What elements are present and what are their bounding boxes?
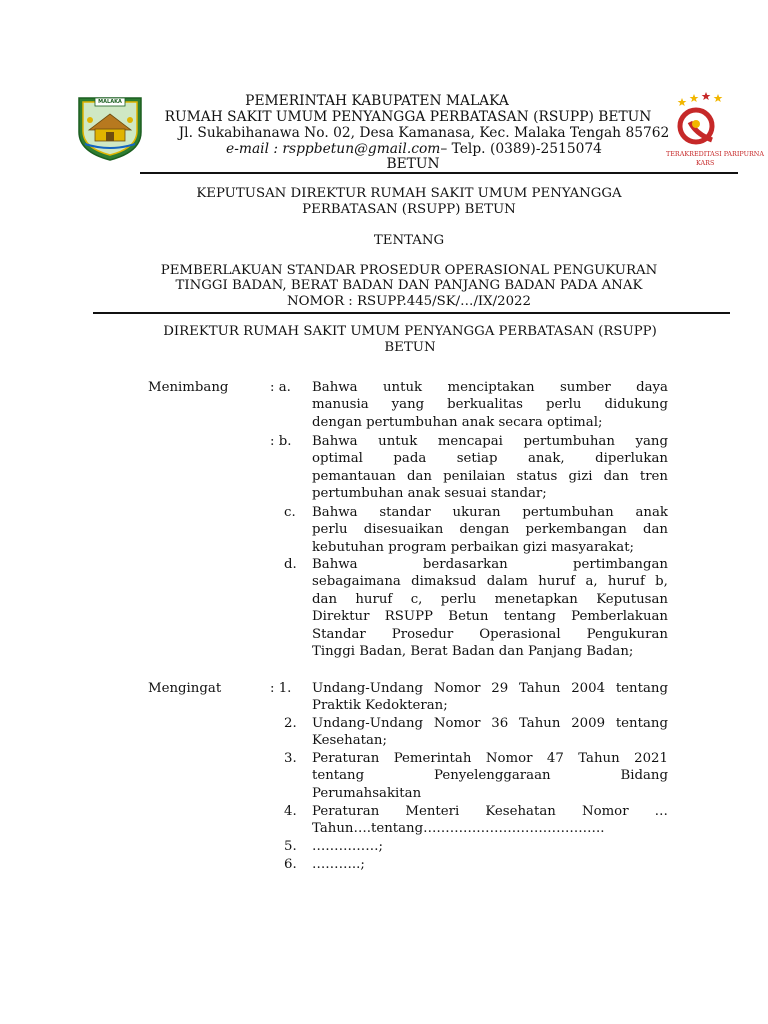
word: pada	[393, 451, 427, 467]
word: Nomor	[485, 751, 533, 766]
mengingat-4-line2: Tahun….tentang…………………………………..	[312, 821, 605, 837]
word: Bahwa	[312, 434, 358, 449]
menimbang-b-line1	[312, 433, 668, 450]
word: manusia	[312, 397, 369, 413]
word: standar	[379, 505, 431, 520]
word: Penyelenggaraan	[434, 768, 551, 784]
word: huruf	[607, 574, 645, 590]
mengingat-marker-2: 2.	[284, 716, 297, 731]
mengingat-3-line3: Perumahsakitan	[312, 785, 422, 801]
word: dan	[406, 468, 432, 484]
word: Bahwa	[312, 505, 358, 520]
word: pemantauan	[312, 468, 396, 484]
word: dan	[642, 522, 668, 538]
word: pertumbuhan	[523, 434, 615, 449]
word: diperlukan	[595, 451, 668, 467]
mengingat-2-line1	[312, 715, 668, 732]
director-line1: DIREKTUR RUMAH SAKIT UMUM PENYANGGA PERBATASAN (RSUPP)	[163, 324, 657, 339]
word: gizi	[568, 468, 593, 484]
word: sumber	[559, 380, 611, 395]
menimbang-d-line5	[312, 626, 668, 643]
word: daya	[636, 380, 668, 395]
header-phone: – Telp. (0389)-2515074	[440, 141, 602, 157]
title-rule	[93, 312, 730, 314]
word: Bidang	[620, 768, 668, 784]
word: menetapkan	[494, 591, 578, 607]
decree-subject-line2: TINGGI BADAN, BERAT BADAN DAN PANJANG BADAN PADA ANAK	[175, 278, 643, 293]
word: optimal	[312, 451, 363, 467]
word: Nomor	[433, 681, 481, 696]
word: Prosedur	[391, 626, 454, 642]
word: mencapai	[437, 434, 503, 449]
word: c,	[410, 591, 423, 607]
word: pertimbangan	[573, 557, 668, 572]
mengingat-item-6	[312, 856, 668, 873]
header-hospital-name: RUMAH SAKIT UMUM PENYANGGA PERBATASAN (RSUPP) BETUN	[164, 109, 652, 125]
menimbang-a-line3: dengan pertumbuhan anak secara optimal;	[312, 414, 603, 430]
word: untuk	[378, 434, 418, 449]
word: RSUPP	[384, 609, 433, 625]
menimbang-d-line6: Tinggi Badan, Berat Badan dan Panjang Badan;	[312, 643, 634, 659]
word: Keputusan	[596, 591, 668, 607]
word: untuk	[382, 380, 423, 395]
word: berkualitas	[447, 397, 523, 413]
mengingat-4-line1	[312, 803, 668, 820]
word: yang	[635, 434, 668, 449]
word: 2009	[571, 716, 606, 731]
menimbang-a-line2	[312, 396, 668, 413]
menimbang-a-line1	[312, 379, 668, 396]
kars-caption-line1: TERAKREDITASI PARIPURNA	[666, 150, 764, 158]
word: huruf	[538, 574, 576, 590]
mengingat-item-3	[312, 750, 668, 802]
mengingat-1-line1	[312, 680, 668, 697]
word: Undang-Undang	[312, 681, 424, 696]
mengingat-1-line2: Praktik Kedokteran;	[312, 698, 448, 714]
word: Menteri	[405, 804, 460, 819]
word: anak	[635, 505, 668, 520]
mengingat-item-1	[312, 680, 668, 715]
menimbang-label: Menimbang	[148, 380, 229, 395]
word: tentang	[615, 681, 668, 696]
word: ukuran	[452, 505, 501, 520]
word: dimaksud	[411, 574, 477, 590]
menimbang-marker-c: c.	[284, 505, 296, 520]
mengingat-5-line1: ……………;	[312, 839, 383, 854]
menimbang-marker-d: d.	[284, 557, 297, 572]
menimbang-d-line3	[312, 591, 668, 608]
menimbang-d-line4	[312, 608, 668, 625]
word: perlu	[545, 397, 582, 413]
mengingat-2-line2: Kesehatan;	[312, 733, 387, 749]
decree-number: NOMOR : RSUPP.445/SK/…/IX/2022	[287, 294, 531, 309]
word: tentang	[615, 716, 668, 731]
menimbang-item-d	[312, 556, 668, 660]
word: dan	[312, 591, 338, 607]
word: tentang	[503, 609, 556, 625]
decree-title-line2: PERBATASAN (RSUPP) BETUN	[302, 202, 516, 217]
mengingat-marker-5: 5.	[284, 839, 297, 854]
word: 36	[491, 716, 509, 731]
menimbang-c-line2	[312, 521, 668, 538]
decree-subject-line1: PEMBERLAKUAN STANDAR PROSEDUR OPERASIONAL PENGUKURAN	[160, 263, 658, 278]
word: huruf	[355, 591, 393, 607]
word: tren	[639, 468, 668, 484]
logo-caption: MALAKA	[98, 99, 122, 105]
word: yang	[391, 397, 425, 413]
mengingat-marker-4: 4.	[284, 804, 297, 819]
menimbang-item-a	[312, 379, 668, 431]
word: Nomor	[433, 716, 481, 731]
word: Tahun	[518, 716, 561, 731]
header-government: PEMERINTAH KABUPATEN MALAKA	[245, 93, 509, 109]
word: Peraturan	[312, 751, 380, 766]
word: berdasarkan	[422, 557, 508, 572]
header-address: Jl. Sukabihanawa No. 02, Desa Kamanasa, Kec. Malaka Tengah 85762	[178, 125, 670, 141]
word: Direktur	[312, 609, 370, 625]
menimbang-marker-a: : a.	[270, 380, 291, 395]
word: Pengukuran	[586, 626, 668, 642]
director-line2: BETUN	[384, 340, 436, 355]
word: anak,	[527, 451, 565, 467]
word: Operasional	[479, 626, 561, 642]
decree-title-line1: KEPUTUSAN DIREKTUR RUMAH SAKIT UMUM PENYANGGA	[196, 186, 622, 201]
mengingat-3-line2	[312, 767, 668, 784]
word: Kesehatan	[485, 804, 556, 819]
word: didukung	[604, 397, 668, 413]
word: Pemerintah	[393, 751, 472, 766]
word: Tahun	[518, 681, 561, 696]
mengingat-label: Mengingat	[148, 681, 222, 696]
menimbang-c-line1	[312, 504, 668, 521]
word: Betun	[448, 609, 489, 625]
word: setiap	[456, 451, 498, 467]
menimbang-d-line1	[312, 556, 668, 573]
word: Peraturan	[312, 804, 380, 819]
menimbang-d-line2	[312, 573, 668, 590]
word: …	[654, 804, 668, 819]
word: 47	[546, 751, 564, 766]
menimbang-item-c	[312, 504, 668, 556]
word: dengan	[459, 522, 510, 538]
mengingat-3-line1	[312, 750, 668, 767]
kars-caption-line2: KARS	[696, 159, 715, 167]
word: Undang-Undang	[312, 716, 424, 731]
word: 29	[491, 681, 509, 696]
mengingat-item-2	[312, 715, 668, 750]
word: tentang	[312, 768, 365, 784]
word: Tahun	[578, 751, 620, 766]
header-city: BETUN	[386, 156, 440, 172]
word: perlu	[440, 591, 477, 607]
word: 2004	[571, 681, 606, 696]
word: dan	[603, 468, 629, 484]
word: a,	[585, 574, 598, 590]
mengingat-item-4	[312, 803, 668, 838]
menimbang-item-b	[312, 433, 668, 503]
decree-tentang: TENTANG	[373, 233, 445, 248]
word: pertumbuhan	[522, 505, 614, 520]
word: 2021	[634, 751, 668, 766]
word: penilaian	[443, 468, 506, 484]
menimbang-c-line3: kebutuhan program perbaikan gizi masyarakat;	[312, 539, 635, 555]
word: perkembangan	[525, 522, 627, 538]
word: Pemberlakuan	[571, 609, 668, 625]
mengingat-item-5	[312, 838, 668, 855]
header-email: e-mail : rsppbetun@gmail.com	[226, 141, 441, 157]
word: status	[516, 468, 558, 484]
menimbang-b-line2	[312, 450, 668, 467]
word: Bahwa	[312, 557, 358, 572]
mengingat-marker-3: 3.	[284, 751, 297, 766]
menimbang-b-line3	[312, 468, 668, 485]
word: menciptakan	[447, 380, 535, 395]
word: Bahwa	[312, 380, 358, 395]
mengingat-marker-6: 6.	[284, 857, 297, 872]
word: Standar	[312, 626, 366, 642]
menimbang-b-line4: pertumbuhan anak sesuai standar;	[312, 486, 547, 502]
word: disesuaikan	[363, 522, 444, 538]
menimbang-marker-b: : b.	[270, 434, 292, 449]
word: perlu	[312, 522, 348, 538]
word: Nomor	[581, 804, 629, 819]
word: sebagaimana	[312, 574, 401, 590]
header-contact	[30, 141, 768, 157]
mengingat-marker-1: : 1.	[270, 681, 292, 696]
word: b,	[655, 574, 668, 590]
letterhead-rule	[140, 172, 738, 174]
word: dalam	[486, 574, 528, 590]
mengingat-6-line1: ………..;	[312, 857, 365, 872]
